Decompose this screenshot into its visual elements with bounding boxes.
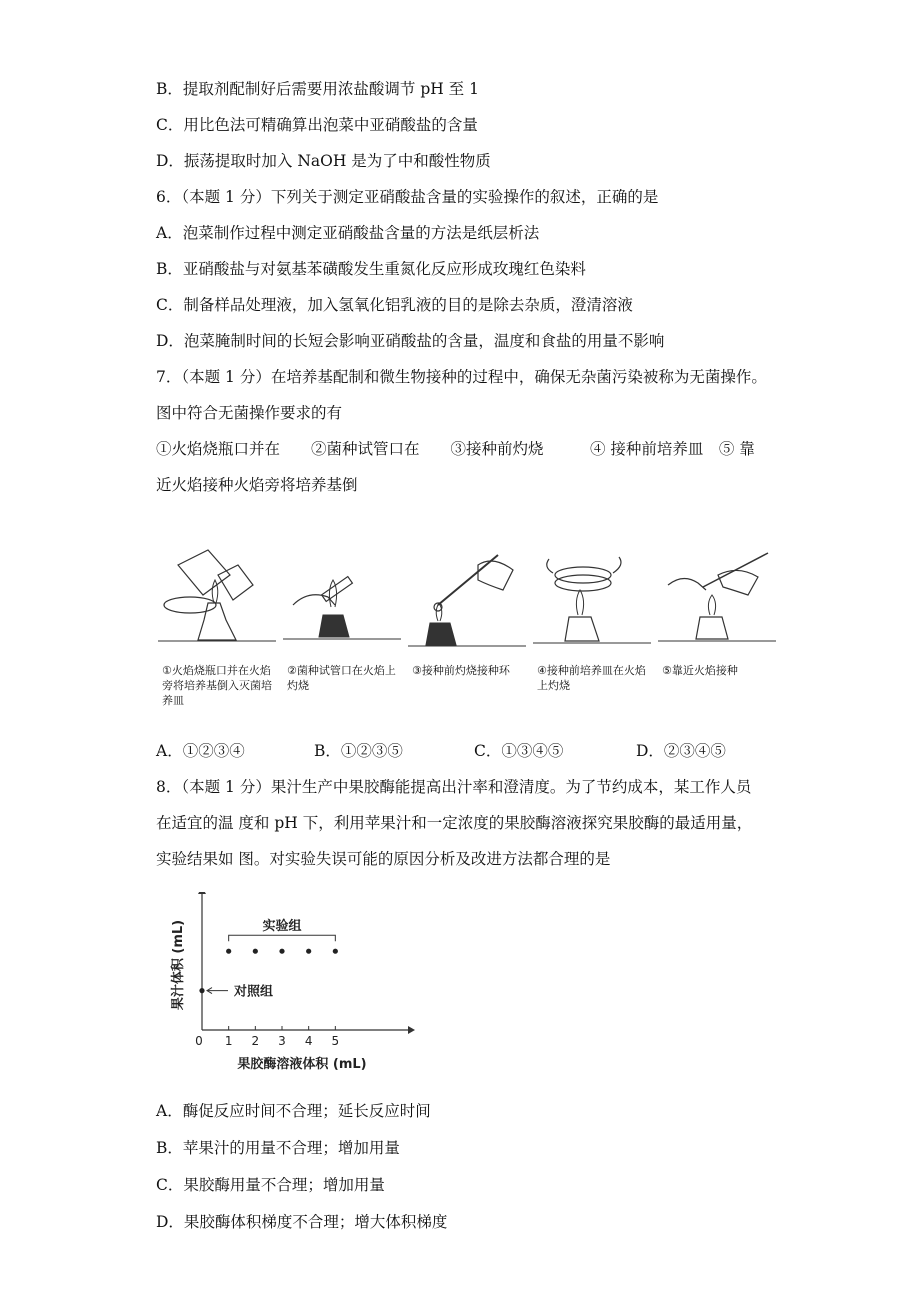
- flame-petri-dish-illustration: [533, 545, 651, 660]
- figure-panel-2: [283, 545, 401, 723]
- experimental-group-brace: [229, 935, 336, 941]
- chart-axes: [198, 892, 415, 1034]
- q7-stem-line-2: 图中符合无菌操作要求的有: [156, 404, 343, 422]
- q8-option-d: D．果胶酶体积梯度不合理；增大体积梯度: [156, 1213, 448, 1231]
- figure-caption-3: ③接种前灼烧接种环: [412, 664, 510, 677]
- flame-inoculation-illustration: [658, 545, 776, 660]
- q7-option-b: B．①②③⑤: [314, 742, 403, 760]
- q8-option-c: C．果胶酶用量不合理；增加用量: [156, 1176, 385, 1194]
- q7-stem-line-3: ①火焰烧瓶口并在 ②菌种试管口在 ③接种前灼烧 ④ 接种前培养皿 ⑤ 靠: [156, 440, 755, 458]
- q5-option-d: D．振荡提取时加入 NaOH 是为了中和酸性物质: [156, 152, 491, 170]
- figure-panel-4: [533, 545, 651, 723]
- q6-option-c: C．制备样品处理液，加入氢氧化铝乳液的目的是除去杂质，澄清溶液: [156, 296, 633, 314]
- figure-caption-2: ②菌种试管口在火焰上灼烧: [287, 664, 396, 692]
- flame-test-tube-illustration: [283, 545, 401, 660]
- x-tick-label: 1: [224, 1034, 233, 1048]
- x-tick-label: 2: [251, 1034, 260, 1048]
- q7-stem-line-1: 7．（本题 1 分）在培养基配制和微生物接种的过程中，确保无杂菌污染被称为无菌操作。: [156, 368, 767, 386]
- q8-option-b: B．苹果汁的用量不合理；增加用量: [156, 1139, 400, 1157]
- q6-option-d: D．泡菜腌制时间的长短会影响亚硝酸盐的含量，温度和食盐的用量不影响: [156, 332, 665, 350]
- data-point: [333, 949, 338, 954]
- figure-panel-5: [658, 545, 776, 723]
- q7-option-d: D．②③④⑤: [636, 742, 726, 760]
- data-point: [253, 949, 258, 954]
- chart-labels: [170, 918, 367, 1072]
- x-tick-label: 0: [195, 1034, 203, 1048]
- q6-option-a: A．泡菜制作过程中测定亚硝酸盐含量的方法是纸层析法: [156, 224, 540, 242]
- q7-option-a: A．①②③④: [156, 742, 245, 760]
- flame-flask-illustration: [158, 545, 276, 660]
- x-tick-label: 5: [331, 1034, 340, 1048]
- data-point: [306, 949, 311, 954]
- pectinase-chart: [168, 892, 418, 1082]
- figure-caption-4: ④接种前培养皿在火焰上灼烧: [537, 664, 646, 692]
- data-point: [226, 949, 231, 954]
- figure-panel-3: [408, 545, 526, 723]
- q6-stem: 6．（本题 1 分）下列关于测定亚硝酸盐含量的实验操作的叙述，正确的是: [156, 188, 659, 206]
- q5-option-c: C．用比色法可精确算出泡菜中亚硝酸盐的含量: [156, 116, 478, 134]
- q7-option-c: C．①③④⑤: [474, 742, 564, 760]
- x-tick-label: 4: [304, 1034, 313, 1048]
- q8-stem-line-2: 在适宜的温 度和 pH 下，利用苹果汁和一定浓度的果胶酶溶液探究果胶酶的最适用量，: [156, 814, 753, 832]
- q7-stem-line-4: 近火焰接种火焰旁将培养基倒: [156, 476, 358, 494]
- figure-panel-1: [158, 545, 276, 723]
- x-axis-label: 果胶酶溶液体积 (mL): [237, 1057, 367, 1072]
- q5-option-b: B．提取剂配制好后需要用浓盐酸调节 pH 至 1: [156, 80, 479, 98]
- x-axis-arrow: [408, 1026, 415, 1034]
- data-point: [199, 988, 204, 993]
- y-axis-arrow: [198, 892, 206, 894]
- q8-stem-line-1: 8．（本题 1 分）果汁生产中果胶酶能提高出汁率和澄清度。为了节约成本，某工作人员: [156, 778, 752, 796]
- q8-stem-line-3: 实验结果如 图。对实验失误可能的原因分析及改进方法都合理的是: [156, 850, 611, 868]
- x-tick-label: 3: [278, 1034, 286, 1048]
- q6-option-b: B．亚硝酸盐与对氨基苯磺酸发生重氮化反应形成玫瑰红色染料: [156, 260, 586, 278]
- control-group-label: 对照组: [234, 984, 274, 1000]
- experimental-group-label: 实验组: [262, 919, 302, 935]
- figure-caption-5: ⑤靠近火焰接种: [662, 664, 738, 677]
- flame-loop-illustration: [408, 545, 526, 660]
- q8-option-a: A．酶促反应时间不合理；延长反应时间: [156, 1102, 431, 1120]
- y-axis-label: 果汁体积 (mL): [171, 919, 186, 1011]
- figure-caption-1: ①火焰烧瓶口并在火焰旁将培养基倒入灭菌培养皿: [162, 664, 272, 707]
- data-point: [279, 949, 284, 954]
- aseptic-procedure-figure: [158, 545, 776, 723]
